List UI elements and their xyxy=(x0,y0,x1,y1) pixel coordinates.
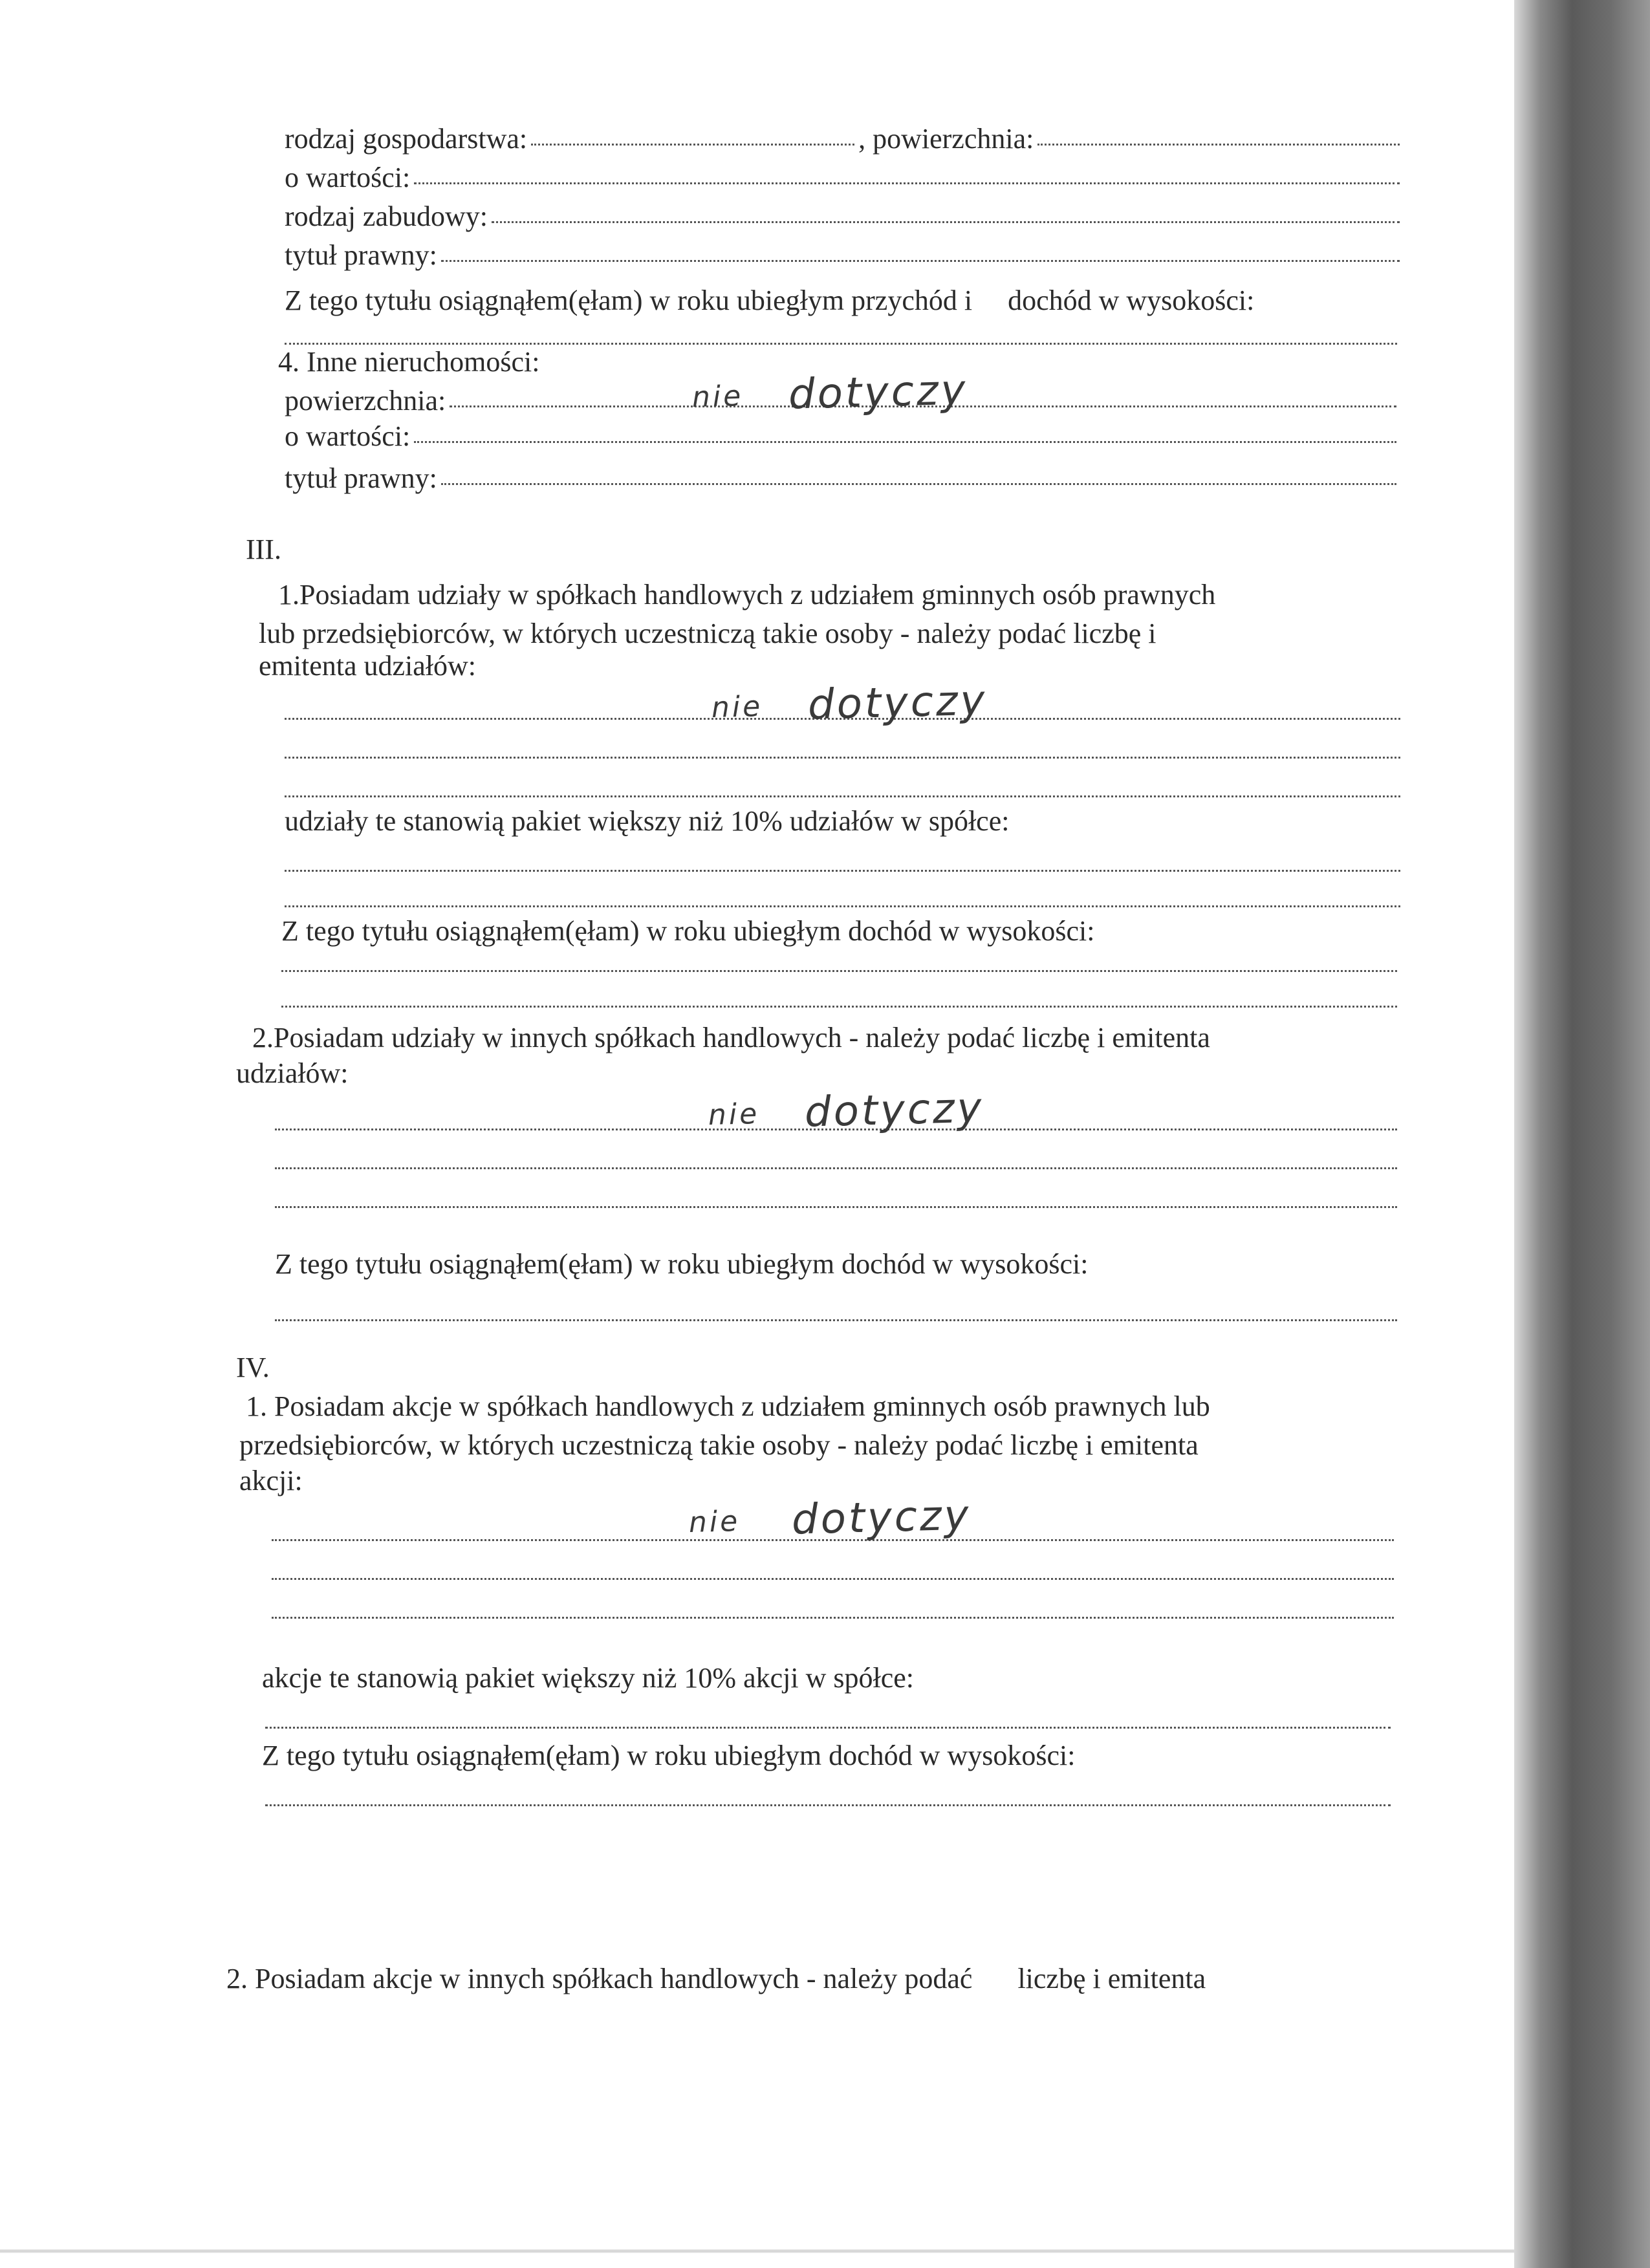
farm-type-label: rodzaj gospodarstwa: xyxy=(285,123,528,155)
handwritten-dotyczy: dotyczy xyxy=(791,1491,972,1544)
section-iii-income-field-1 xyxy=(281,970,1397,972)
building-type-line xyxy=(285,200,1404,233)
scan-shadow-edge xyxy=(1514,0,1650,2268)
farm-type-field xyxy=(531,144,854,146)
section-iii-item1-line1: 1.Posiadam udziały w spółkach handlowych z udziałem gminnych osób prawnych xyxy=(278,579,1216,610)
section-iv-income-field xyxy=(265,1804,1391,1806)
legal-title-line xyxy=(285,239,1404,272)
handwritten-nie: nie xyxy=(711,689,763,725)
section-iv-shares-text: akcje te stanowią pakiet większy niż 10% akcji w spółce: xyxy=(262,1662,914,1694)
handwritten-nie: nie xyxy=(691,379,744,415)
section-iv-item2-text: 2. Posiadam akcje w innych spółkach handlowych - należy podać xyxy=(226,1963,973,1994)
handwritten-nie: nie xyxy=(688,1504,741,1540)
section-iv-item1-line2: przedsiębiorców, w których uczestniczą takie osoby - należy podać liczbę i emitenta xyxy=(239,1429,1199,1461)
building-type-field xyxy=(492,221,1400,223)
section-iii-income-text-2: Z tego tytułu osiągnąłem(ęłam) w roku ubiegłym dochód w wysokości: xyxy=(275,1248,1089,1280)
handwritten-dotyczy: dotyczy xyxy=(807,676,988,729)
value-field xyxy=(414,182,1400,184)
section-iii-item1-line3: emitenta udziałów: xyxy=(259,650,476,682)
section-iii-shares-field-1 xyxy=(285,870,1400,872)
section-iv-shares-field xyxy=(265,1727,1391,1729)
section-iv-item1-handwriting xyxy=(688,1491,972,1544)
handwritten-dotyczy: dotyczy xyxy=(804,1084,985,1137)
farm-type-line xyxy=(285,123,1404,155)
section-iii-income-text: Z tego tytułu osiągnąłem(ęłam) w roku ubiegłym dochód w wysokości: xyxy=(281,915,1095,947)
handwritten-nie: nie xyxy=(708,1097,760,1132)
section-iv-item2-line xyxy=(226,1963,1206,1995)
section-iii-shares-field-2 xyxy=(285,905,1400,907)
section-iii-item2-field-2 xyxy=(275,1167,1397,1169)
section-iii-item2-handwriting xyxy=(708,1084,985,1137)
other-legal-title-line xyxy=(285,462,1400,495)
section-iii-income-field-3 xyxy=(275,1319,1397,1321)
other-area-handwriting xyxy=(691,366,969,419)
section-iii-item1-field-3 xyxy=(285,795,1400,797)
legal-title-label: tytuł prawny: xyxy=(285,239,437,271)
value-label: o wartości: xyxy=(285,162,411,193)
other-value-field xyxy=(414,441,1396,443)
income-revenue-line xyxy=(285,285,1410,317)
section-iv-income-text: Z tego tytułu osiągnąłem(ęłam) w roku ubiegłym dochód w wysokości: xyxy=(262,1740,1076,1771)
handwritten-dotyczy: dotyczy xyxy=(788,366,969,419)
section-iii-income-field-2 xyxy=(281,1006,1397,1008)
section-iii-item2-line1: 2.Posiadam udziały w innych spółkach handlowych - należy podać liczbę i emitenta xyxy=(252,1022,1210,1053)
building-type-label: rodzaj zabudowy: xyxy=(285,200,488,232)
section-iv-item1-field-2 xyxy=(272,1578,1394,1580)
section-iii-item2-field-3 xyxy=(275,1206,1397,1208)
section-iii-numeral: III. xyxy=(246,534,281,565)
section-iv-item1-line1: 1. Posiadam akcje w spółkach handlowych z udziałem gminnych osób prawnych lub xyxy=(246,1390,1210,1422)
other-value-line xyxy=(285,420,1400,453)
income-revenue-field xyxy=(285,343,1397,345)
section-iii-item1-line2: lub przedsiębiorców, w których uczestniczą takie osoby - należy podać liczbę i xyxy=(259,618,1156,649)
other-legal-title-label: tytuł prawny: xyxy=(285,462,437,494)
section-iv-item1-field-3 xyxy=(272,1617,1394,1619)
section-iv-item2-text-b: liczbę i emitenta xyxy=(1017,1963,1206,1994)
other-property-heading: 4. Inne nieruchomości: xyxy=(278,346,540,378)
area-field xyxy=(1037,144,1400,146)
section-iii-shares-text: udziały te stanowią pakiet większy niż 10% udziałów w spółce: xyxy=(285,805,1010,837)
income-revenue-text: Z tego tytułu osiągnąłem(ęłam) w roku ubiegłym przychód i xyxy=(285,285,973,316)
area-label: , powierzchnia: xyxy=(858,123,1034,155)
section-iv-item1-line3: akcji: xyxy=(239,1465,303,1496)
other-legal-title-field xyxy=(441,483,1396,485)
section-iii-item2-line2: udziałów: xyxy=(236,1057,349,1089)
section-iv-numeral: IV. xyxy=(236,1352,270,1383)
section-iii-item1-handwriting xyxy=(711,676,988,729)
other-value-label: o wartości: xyxy=(285,420,411,452)
income-revenue-text2: dochód w wysokości: xyxy=(1008,285,1255,316)
value-line xyxy=(285,162,1404,194)
section-iii-item1-field-2 xyxy=(285,757,1400,759)
scan-bottom-streak xyxy=(0,2249,1514,2253)
other-area-label: powierzchnia: xyxy=(285,385,446,416)
legal-title-field xyxy=(441,260,1400,262)
